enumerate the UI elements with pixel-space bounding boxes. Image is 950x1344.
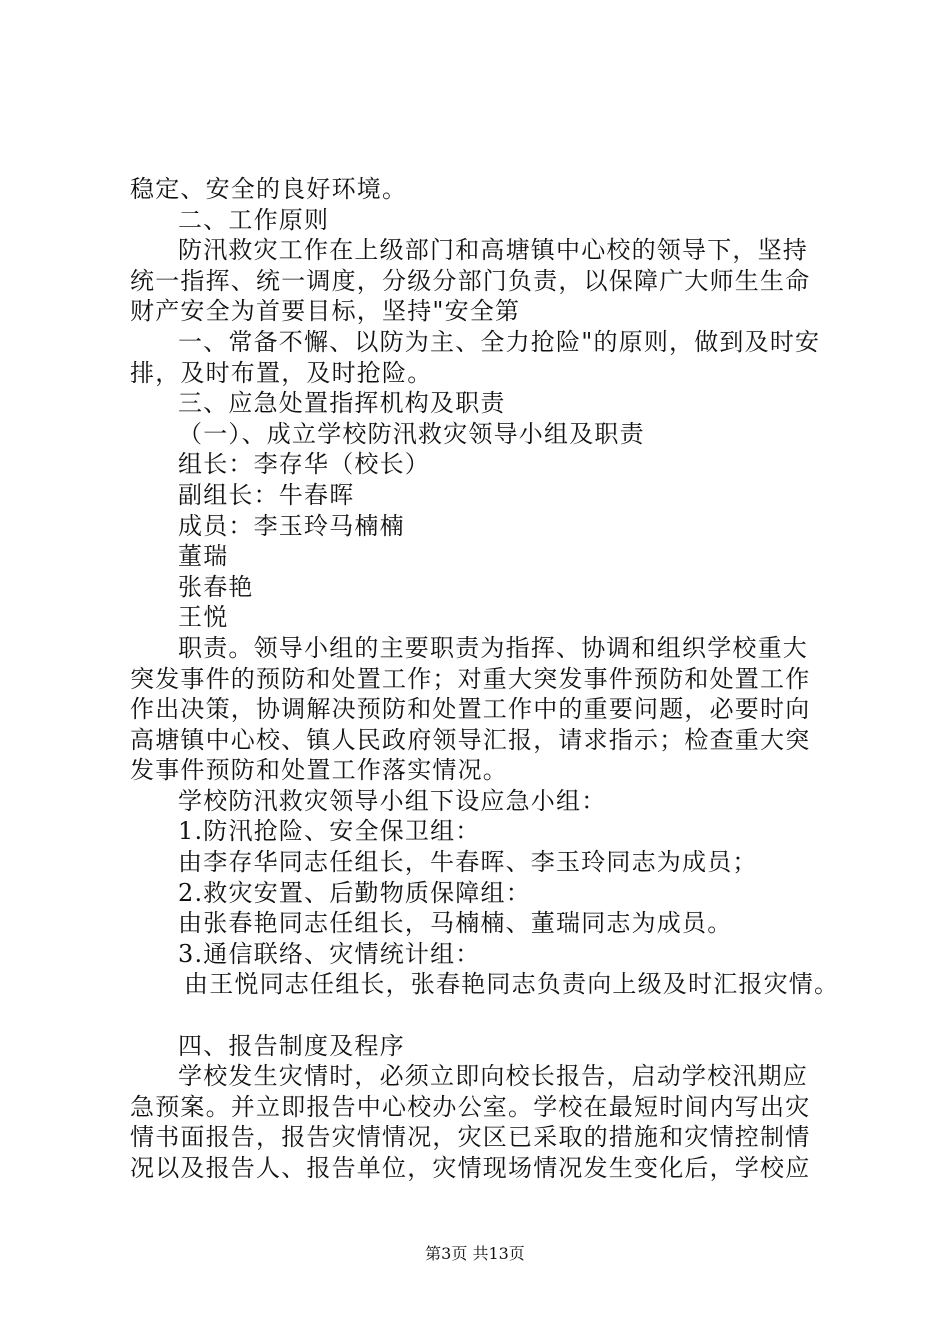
document-body [130, 174, 850, 1184]
text-line: 由王悦同志任组长，张春艳同志负责向上级及时汇报灾情。 [184, 970, 840, 999]
blank-line [130, 1000, 850, 1031]
text-line: 作出决策，协调解决预防和处置工作中的重要问题，必要时向 [130, 695, 811, 724]
text-line: 副组长：牛春晖 [178, 480, 355, 509]
text-line: 稳定、安全的良好环境。 [130, 175, 408, 203]
text-line: 情书面报告，报告灾情情况，灾区已采取的措施和灾情控制情 [130, 1123, 811, 1152]
page-number-footer: 第3页 共13页 [425, 1244, 525, 1263]
text-line: 统一指挥、统一调度，分级分部门负责，以保障广大师生生命 [130, 266, 811, 295]
list-item-heading: 1.防汛抢险、安全保卫组： [178, 817, 481, 846]
text-line: 王悦 [178, 603, 229, 632]
text-line: 组长：李存华（校长） [178, 450, 430, 479]
list-item-heading: 2.救灾安置、后勤物质保障组： [178, 878, 531, 907]
text-line: 况以及报告人、报告单位，灾情现场情况发生变化后，学校应 [130, 1154, 811, 1182]
text-line: 财产安全为首要目标，坚持"安全第 [130, 297, 521, 326]
text-line: 急预案。并立即报告中心校办公室。学校在最短时间内写出灾 [130, 1092, 811, 1121]
text-line: 董瑞 [178, 542, 229, 571]
text-line: 由李存华同志任组长，牛春晖、李玉玲同志为成员； [178, 848, 758, 877]
text-line: 成员：李玉玲马楠楠 [178, 511, 405, 540]
section-heading: 四、报告制度及程序 [178, 1031, 405, 1060]
text-line: 学校防汛救灾领导小组下设应急小组： [178, 786, 607, 815]
text-line: 防汛救灾工作在上级部门和高塘镇中心校的领导下，坚持 [178, 236, 808, 265]
text-line: 学校发生灾情时，必须立即向校长报告，启动学校汛期应 [178, 1062, 808, 1091]
section-heading: 二、工作原则 [178, 205, 330, 234]
text-line: 一、常备不懈、以防为主、全力抢险"的原则，做到及时安 [178, 327, 821, 356]
text-line: 发事件预防和处置工作落实情况。 [130, 756, 508, 785]
text-line: 由张春艳同志任组长，马楠楠、董瑞同志为成员。 [178, 909, 733, 938]
list-item-heading: 3.通信联络、灾情统计组： [178, 939, 481, 968]
text-line: 高塘镇中心校、镇人民政府领导汇报，请求指示；检查重大突 [130, 725, 811, 754]
text-line: 排，及时布置，及时抢险。 [130, 358, 433, 387]
subsection-heading: （一）、成立学校防汛救灾领导小组及职责 [178, 419, 645, 448]
text-line: 突发事件的预防和处置工作；对重大突发事件预防和处置工作 [130, 664, 811, 693]
text-line: 职责。领导小组的主要职责为指挥、协调和组织学校重大 [178, 633, 808, 662]
section-heading: 三、应急处置指挥机构及职责 [178, 389, 506, 418]
text-line: 张春艳 [178, 572, 254, 601]
